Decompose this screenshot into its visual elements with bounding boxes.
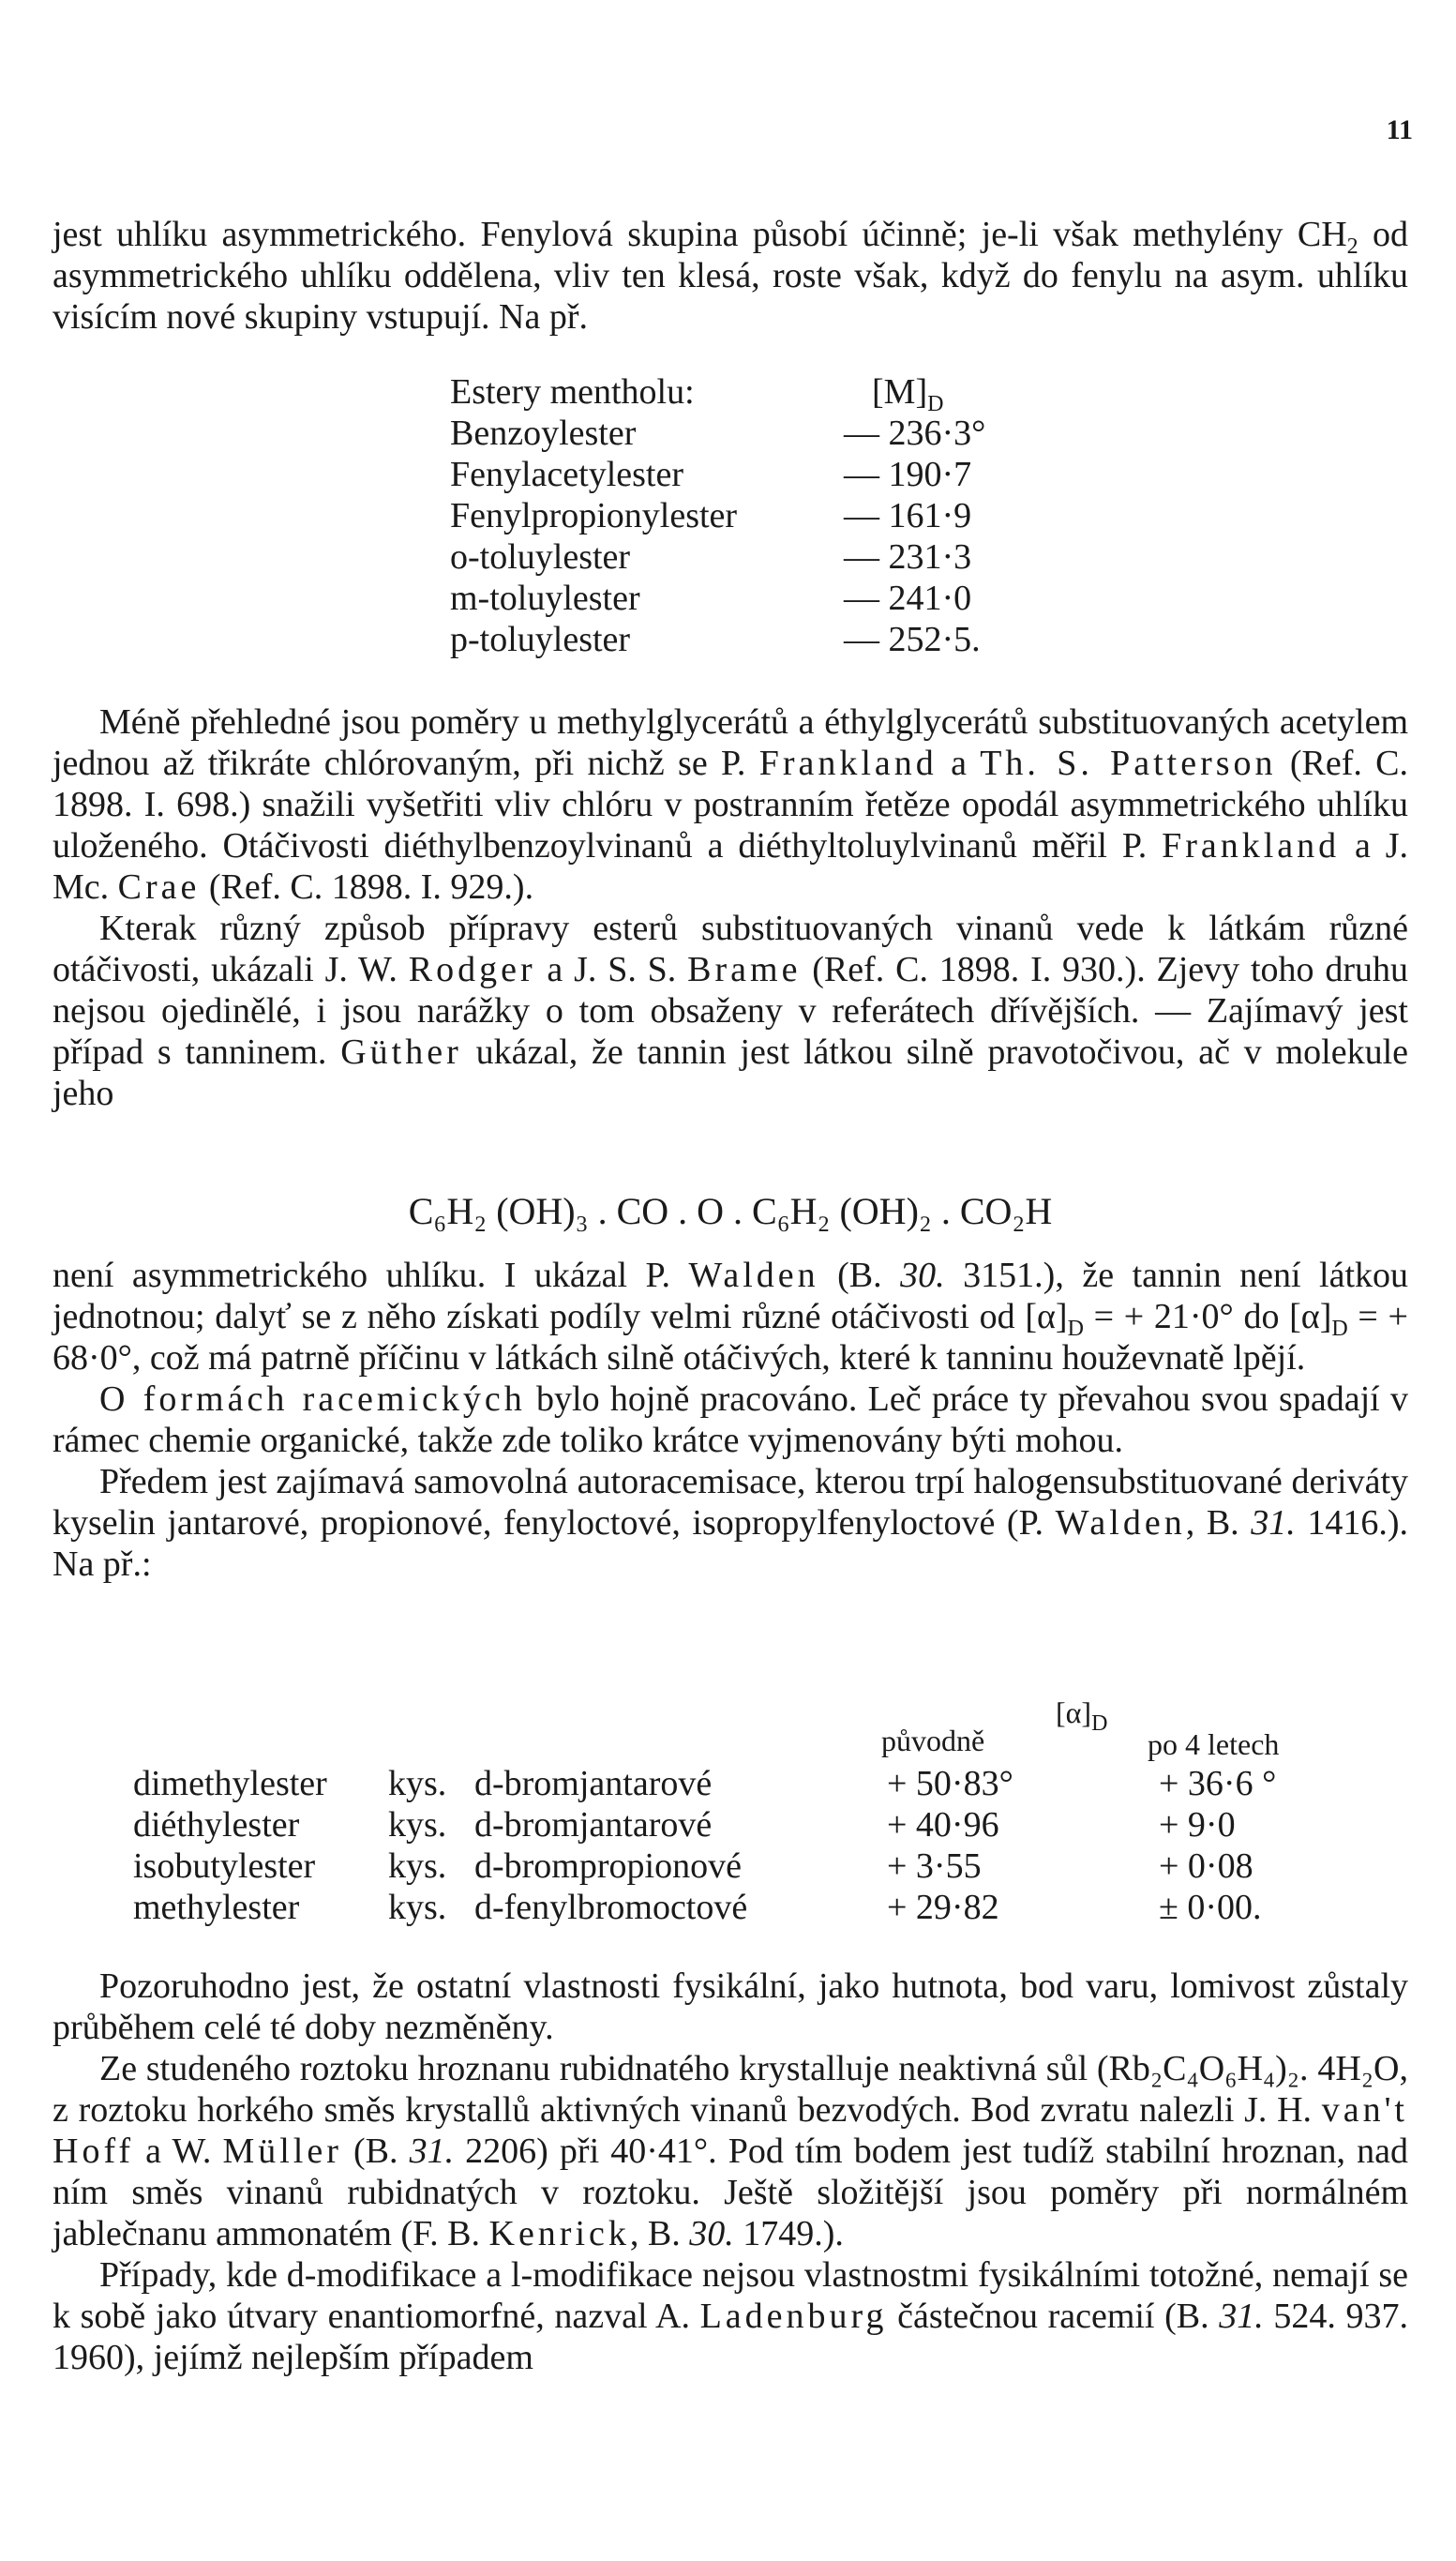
- p8-author-kenrick: Kenrick: [488, 2214, 630, 2253]
- menthol-header-m: [M]: [872, 372, 928, 412]
- rotation-header-alpha-text: [α]: [1056, 1695, 1092, 1729]
- p2-author-frankland: Frankland: [758, 744, 938, 783]
- ester-value: — 231·3: [844, 537, 972, 577]
- menthol-header-value: [844, 371, 1116, 416]
- rotation-table: [133, 1763, 1346, 1928]
- p2-author-patterson: Th. S. Patterson: [980, 744, 1277, 783]
- p3-t3: (Ref. C. 1898. I. 930.). Zjevy toho druhu nejsou ojedinělé, i jsou narážky o tom obsaženy v referátech dřívějších. — Zajímavý jest případ s tanninem.: [53, 950, 1409, 1072]
- p3-t2: a J. S. S.: [535, 950, 688, 989]
- paragraphs-2-3: [53, 701, 1408, 1114]
- p8-t6: 1749.).: [733, 2214, 844, 2253]
- rotation-after: + 9·0: [1159, 1805, 1236, 1845]
- p3-t1: Kterak různý způsob přípravy esterů substituovaných vinanů vede k látkám různé otáčivosti, ukázali J. W.: [53, 909, 1408, 989]
- acid-name: d-fenylbromoctové: [474, 1888, 748, 1927]
- p8-t1: Ze studeného roztoku hroznanu rubidnatého krystalluje neaktivná sůl (Rb₂C₄O₆H₄)₂. 4H₂O, z roztoku horkého směs krystallů aktivných vinanů bezvodých. Bod zvratu nalezli J. H.: [53, 2049, 1408, 2130]
- ester-name: diéthylester: [133, 1805, 300, 1845]
- ester-name: dimethylester: [133, 1764, 327, 1803]
- p3-author-rodger: Rodger: [408, 950, 536, 989]
- paragraph-5: [53, 1378, 1408, 1461]
- p2-t4: a J. Mc.: [53, 826, 1408, 907]
- p4-author-walden: Walden: [688, 1256, 819, 1295]
- paragraphs-7-9: [53, 1966, 1408, 2378]
- table-row: [450, 413, 1116, 454]
- p2-author-frankland-2: Frankland: [1162, 826, 1341, 866]
- paragraph-9: [53, 2254, 1408, 2378]
- p1-sub: 2: [1346, 234, 1358, 259]
- paragraph-8: [53, 2048, 1408, 2254]
- rotation-original: + 50·83°: [887, 1764, 1013, 1803]
- p4-sub1: D: [1067, 1317, 1084, 1341]
- table-row: [450, 619, 1116, 660]
- acid-abbrev: kys.: [388, 1764, 447, 1803]
- p8-author-muller: Müller: [222, 2132, 342, 2171]
- paragraph-7: [53, 1966, 1408, 2048]
- table-row: [450, 536, 1116, 578]
- rotation-header-alpha: [1056, 1695, 1108, 1736]
- table-row: [450, 495, 1116, 536]
- acid-abbrev: kys.: [388, 1888, 447, 1927]
- p3-author-guther: Güther: [340, 1032, 462, 1072]
- rotation-header-after: po 4 letech: [1148, 1727, 1280, 1761]
- ester-name: methylester: [133, 1888, 300, 1927]
- p6-t3: 1416.). Na př.:: [53, 1503, 1409, 1584]
- paragraph-3: [53, 908, 1408, 1114]
- ester-value: — 241·0: [844, 579, 972, 618]
- ester-value: — 190·7: [844, 455, 972, 494]
- ester-name: isobutylester: [133, 1846, 316, 1886]
- p6-author-walden: Walden: [1055, 1503, 1186, 1543]
- rotation-after: + 36·6 °: [1159, 1764, 1277, 1803]
- p5-t1: bylo hojně pracováno. Leč práce ty převahou svou spadají v rámec chemie organické, takže zde toliko krátce vyjmenovány býti mohou.: [53, 1379, 1408, 1460]
- p2-t3: (Ref. C. 1898. I. 698.) snažili vyšetřiti vliv chlóru v postranním řetěze opodál asymmetrického uhlíku uloženého. Otáčivosti diéthylbenzoylvinanů a diéthyltoluylvinanů měřil P.: [53, 744, 1408, 866]
- p9-t1: Případy, kde d-modifikace a l-modifikace nejsou vlastnostmi fysikálními totožné, nemají se k sobě jako útvary enantiomorfné, nazval A.: [53, 2255, 1408, 2336]
- rotation-header-alpha-sub: D: [1091, 1711, 1108, 1736]
- ester-value: — 236·3°: [844, 414, 986, 453]
- p3-t4: ukázal, že tannin jest látkou silně pravotočivou, ač v molekule jeho: [53, 1032, 1408, 1113]
- paragraph-4: [53, 1255, 1408, 1378]
- p4-volume: 30.: [900, 1256, 945, 1295]
- table-row: [133, 1804, 1346, 1845]
- paragraph-1: [53, 214, 1408, 338]
- table-row: [133, 1845, 1346, 1887]
- p4-t3: 3151.), že tannin není látkou jednotnou; dalyť se z něho získati podíly velmi různé otáčivosti od [α]: [53, 1256, 1408, 1336]
- table-row: [450, 454, 1116, 495]
- rotation-header-original: původně: [881, 1724, 985, 1757]
- ester-name: p-toluylester: [450, 620, 631, 659]
- p6-volume: 31.: [1251, 1503, 1296, 1543]
- rotation-after: ± 0·00.: [1159, 1888, 1262, 1927]
- menthol-table-header: [450, 371, 1116, 413]
- menthol-header-name: Estery mentholu:: [450, 372, 695, 412]
- p8-volume-2: 30.: [689, 2214, 734, 2253]
- p4-t4: = + 21·0° do [α]: [1083, 1297, 1332, 1336]
- menthol-header-sub: D: [927, 392, 944, 416]
- p2-t2: a: [937, 744, 981, 783]
- paragraph-2: [53, 701, 1408, 908]
- p9-t2: částečnou racemií (B.: [887, 2297, 1220, 2336]
- acid-name: d-bromjantarové: [474, 1805, 713, 1845]
- rotation-original: + 3·55: [887, 1846, 982, 1886]
- p6-t1: Předem jest zajímavá samovolná autoracemisace, kterou trpí halogensubstituované deriváty kyselin jantarové, propionové, fenyloctové, isopropylfenyloctové (P.: [53, 1462, 1408, 1543]
- p7-t1: Pozoruhodno jest, že ostatní vlastnosti fysikální, jako hutnota, bod varu, lomivost zůstaly průběhem celé té doby nezměněny.: [53, 1966, 1408, 2047]
- acid-abbrev: kys.: [388, 1846, 447, 1886]
- rotation-original: + 29·82: [887, 1888, 999, 1927]
- ester-name: Fenylpropionylester: [450, 496, 738, 535]
- ester-name: o-toluylester: [450, 537, 631, 577]
- p4-t1: není asymmetrického uhlíku. I ukázal P.: [53, 1256, 689, 1295]
- p1-text-b: od asymmetrického uhlíku oddělena, vliv ten klesá, roste však, když do fenylu na asym. uhlíku visícím nové skupiny vstupují. Na př.: [53, 215, 1408, 337]
- p3-author-brame: Brame: [687, 950, 802, 989]
- p4-t5: = + 68·0°, což má patrně příčinu v látkách silně otáčivých, které k tanninu houževnatě lpějí.: [53, 1297, 1408, 1378]
- page-number: 11: [1386, 114, 1413, 145]
- ester-value: — 252·5.: [844, 620, 981, 659]
- p2-author-crae: Crae: [117, 867, 201, 907]
- p8-t5: , B.: [629, 2214, 690, 2253]
- p8-t3: (B.: [341, 2132, 410, 2171]
- ester-value: — 161·9: [844, 496, 972, 535]
- p8-volume: 31.: [409, 2132, 455, 2171]
- rotation-after: + 0·08: [1159, 1846, 1253, 1886]
- menthol-ester-table: [450, 371, 1116, 660]
- p9-t3: 524. 937. 1960), jejímž nejlepším případem: [53, 2297, 1408, 2377]
- p6-t2: , B.: [1185, 1503, 1252, 1543]
- p8-t4: 2206) při 40·41°. Pod tím bodem jest tudíž stabilní hroznan, nad ním směs vinanů rubidnatých v roztoku. Ještě složitější jsou poměry při normálném jablečnanu ammonatém (F. B.: [53, 2132, 1408, 2253]
- p4-sub2: D: [1331, 1317, 1348, 1341]
- p8-t2: a W.: [134, 2132, 223, 2171]
- ester-name: Fenylacetylester: [450, 455, 684, 494]
- table-row: [133, 1887, 1346, 1928]
- ester-name: Benzoylester: [450, 414, 637, 453]
- acid-abbrev: kys.: [388, 1805, 447, 1845]
- p9-author-ladenburg: Ladenburg: [699, 2297, 888, 2336]
- p2-t1: Méně přehledné jsou poměry u methylglycerátů a éthylglycerátů substituovaných acetylem jednou až třikráte chlórovaným, při nichž se P.: [53, 702, 1408, 783]
- rotation-original: + 40·96: [887, 1805, 999, 1845]
- acid-name: d-brompropionové: [474, 1846, 742, 1886]
- p1-text-a: jest uhlíku asymmetrického. Fenylová skupina působí účinně; je-li však methylény CH: [53, 215, 1347, 254]
- p2-t5: (Ref. C. 1898. I. 929.).: [200, 867, 534, 907]
- table-row: [450, 578, 1116, 619]
- p4-t2: (B.: [818, 1256, 901, 1295]
- paragraph-6: [53, 1461, 1408, 1585]
- acid-name: d-bromjantarové: [474, 1764, 713, 1803]
- table-row: [133, 1763, 1346, 1804]
- p8-author-vanthoff: van't Hoff: [53, 2090, 1408, 2171]
- paragraphs-4-6: [53, 1255, 1408, 1585]
- p9-volume: 31.: [1219, 2297, 1264, 2336]
- p5-racemic-heading: O formách racemických: [99, 1379, 526, 1419]
- tannin-formula: C₆H₂ (OH)₃ . CO . O . C₆H₂ (OH)₂ . CO₂H: [408, 1190, 1053, 1232]
- ester-name: m-toluylester: [450, 579, 640, 618]
